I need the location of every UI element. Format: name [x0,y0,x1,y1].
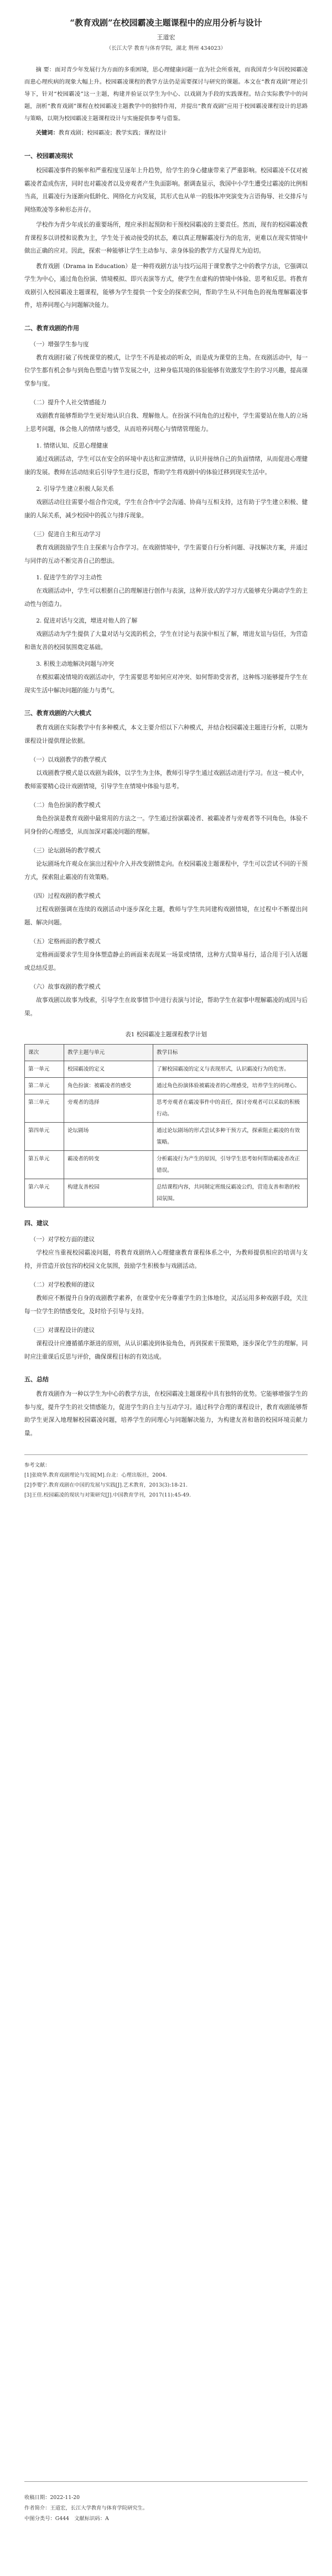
paragraph: 教育戏剧打破了传统课堂的模式，让学生不再是被动的听众，而是成为课堂的主角。在戏剧活动中，每一位学生都有机会参与到角色塑造与情节发展之中，这种身临其境的体验能够有效激发学生的学习兴趣，提高课堂参与度。 [24,354,308,387]
reference-item: [1]张晓华.教育戏剧理论与发展[M].台北：心理出版社，2004. [24,1472,167,1478]
references-label: 参考文献： [24,1462,50,1468]
paragraph: 在模拟霸凌情境的戏剧活动中，学生需要思考如何应对冲突、如何帮助受害者，这种练习能够提升学生在现实生活中解决问题的能力与勇气。 [24,674,308,694]
reference-item: [3]王佳.校园霸凌的现状与对策研究[J].中国教育学刊，2017(11):45-49. [24,1492,191,1498]
paragraph: 以戏剧教学模式是以戏剧为载体，以学生为主体，教师引导学生通过戏剧活动进行学习。在这一模式中，教师需要精心设计戏剧情境，引导学生在情境中体验与思考。 [24,770,308,790]
footnote-line: 中图分类号：G444 文献标识码：A [24,2516,109,2522]
paragraph: 教育戏剧（Drama in Education）是一种将戏剧方法与技巧运用于课堂教学之中的教学方法，它强调以学生为中心，通过角色扮演、情境模拟、即兴表演等方式，使学生在虚构的情境中体验、思考和反思。将教育戏剧引入校园霸凌主题课程，能够为学生提供一个安全的探索空间，帮助学生从不同角色的视角理解霸凌事件，培养同理心与问题解决能力。 [24,263,308,308]
table-cell: 第二单元 [25,1078,64,1094]
section-heading: 二、教育戏剧的作用 [24,324,79,332]
table-cell: 第一单元 [25,1061,64,1078]
table-header-cell: 课次 [25,1045,64,1061]
table-cell: 构建友善校园 [64,1179,153,1207]
table-row [25,1061,308,1078]
paragraph: 过程戏剧强调在连续的戏剧活动中逐步深化主题，教师与学生共同建构戏剧情境，在过程中不断提出问题、解决问题。 [24,906,308,926]
author-name: 王道宏 [157,34,175,41]
subsubsection-heading: 2. 引导学生建立积极人际关系 [36,486,114,492]
table-header-cell: 教学目标 [153,1045,308,1061]
table-cell: 分析霸凌行为产生的原因，引导学生思考如何帮助霸凌者改正错误。 [153,1151,308,1179]
table-cell: 了解校园霸凌的定义与表现形式，认识霸凌行为的危害。 [153,1061,308,1078]
subsection-heading: （六）故事戏剧的教学模式 [30,984,101,990]
reference-list [24,1470,308,1500]
body-sections-after-table [24,1218,308,1440]
keywords-line [24,127,308,139]
footnote-line: 收稿日期：2022-11-20 [24,2495,80,2501]
subsection-heading: （二）提升个人社交情感能力 [30,399,107,406]
paragraph: 课程设计应遵循循序渐进的原则，从认识霸凌到体验角色，再到探索干预策略，逐步深化学生的理解。同时应注重课后反思与评价，确保课程目标的有效达成。 [24,1340,308,1360]
table-cell: 论坛剧场 [64,1123,153,1151]
paragraph: 通过戏剧活动，学生可以在安全的环境中表达和宣泄情绪，认识并接纳自己的负面情绪，从而促进心理健康的发展。教师在活动结束后引导学生进行反思，帮助学生将戏剧中的体验迁移到现实生活中。 [24,456,308,476]
table-cell: 角色扮演：被霸凌者的感受 [64,1078,153,1094]
author-affiliation: （长江大学 教育与体育学院，湖北 荆州 434023） [106,45,226,52]
subsection-heading: （一）增强学生参与度 [30,341,89,348]
subsection-heading: （二）角色扮演的教学模式 [30,802,101,809]
paper-title: “教育戏剧”在校园霸凌主题课程中的应用分析与设计 [70,18,262,28]
table-cell: 第六单元 [25,1179,64,1207]
subsection-heading: （三）对课程设计的建议 [30,1327,95,1334]
table-row [25,1179,308,1207]
table-cell: 霸凌者的转变 [64,1151,153,1179]
paragraph: 教育戏剧鼓励学生自主探索与合作学习。在戏剧情境中，学生需要自行分析问题、寻找解决方案，并通过与同伴的互动不断完善自己的想法。 [24,544,308,564]
section-heading: 一、校园霸凌现状 [24,152,73,160]
footnote-divider [24,2481,308,2482]
paragraph: 学校应当重视校园霸凌问题，将教育戏剧纳入心理健康教育课程体系之中，为教师提供相应的培训与支持，并营造开放包容的校园文化氛围，鼓励学生积极参与戏剧活动。 [24,1250,308,1269]
subsection-heading: （一）以戏剧教学的教学模式 [30,757,107,763]
table-header-cell: 教学主题与单元 [64,1045,153,1061]
footnote-line: 作者简介：王道宏，长江大学教育与体育学院研究生。 [24,2505,148,2511]
keywords-label: 关键词： [35,130,59,136]
paragraph: 校园霸凌事件的频率和严重程度呈逐年上升趋势，给学生的身心健康带来了严重影响。校园霸凌不仅对被霸凌者造成伤害，同时也对霸凌者以及旁观者产生负面影响。据调查显示，我国中小学生遭受过霸凌的比例相当高，且霸凌行为逐渐向低龄化、网络化方向发展，其形式也从单一的肢体冲突演变为言语侮辱、社交排斥与网络欺凌等多种形态并存。 [24,167,308,213]
subsubsection-heading: 1. 情绪认知、反思心理健康 [36,443,108,449]
paragraph: 戏剧教育能够帮助学生更好地认识自我、理解他人。在扮演不同角色的过程中，学生需要站在他人的立场上思考问题，体会他人的情绪与感受，从而培养同理心与情绪管理能力。 [24,413,308,433]
table-row [25,1078,308,1094]
subsection-heading: （三）论坛剧场的教学模式 [30,847,101,854]
subsection-heading: （三）促进自主和互动学习 [30,531,101,538]
body-sections [24,151,308,1020]
table-cell: 思考旁观者在霸凌事件中的责任，探讨旁观者可以采取的积极行动。 [153,1094,308,1123]
paragraph: 定格画面要求学生用身体塑造静止的画面来表现某一场景或情绪，这种方式简单易行，适合用于引入话题或总结反思。 [24,952,308,971]
section-heading: 三、教育戏剧的六大模式 [24,709,91,717]
table-cell: 第五单元 [25,1151,64,1179]
paragraph: 戏剧活动往往需要小组合作完成，学生在合作中学会沟通、协商与互相支持，这有助于学生建立积极、健康的人际关系，减少校园中的孤立与排斥现象。 [24,499,308,519]
table-cell: 校园霸凌的定义 [64,1061,153,1078]
subsection-heading: （二）对学校教师的建议 [30,1282,95,1288]
paragraph: 角色扮演是教育戏剧中最常用的方法之一。学生通过扮演霸凌者、被霸凌者与旁观者等不同角色，体验不同身份的心理感受，从而加深对霸凌问题的理解。 [24,815,308,835]
subsection-heading: （一）对学校方面的建议 [30,1236,95,1243]
section-heading: 四、建议 [24,1220,49,1227]
table-cell: 总结课程内容，共同制定班级反霸凌公约，营造友善和谐的校园氛围。 [153,1179,308,1207]
paragraph: 教师应不断提升自身的戏剧教学素养，在课堂中充分尊重学生的主体地位，灵活运用多种戏剧手段，关注每一位学生的情感变化，及时给予引导与支持。 [24,1295,308,1315]
paragraph: 在戏剧活动中，学生可以根据自己的理解进行创作与表演，这种开放式的学习方式能够充分调动学生的主动性与创造力。 [24,588,308,608]
table-cell: 第三单元 [25,1094,64,1123]
reference-item: [2]李婴宁.教育戏剧在中国的发展与实践[J].艺术教育，2013(3):18-21. [24,1482,188,1488]
table-row [25,1094,308,1123]
abstract: 摘 要：面对青少年发展行为方面的多重困境，思心理健康问题一直为社会所重视，而我国青少年因校园霸凌而患心理疾病的现象大幅上升。校园霸凌课程的教学方法仍是需要探讨与研究的课题。本文在“教育戏剧”理论引导下，针对“校园霸凌”这一主题，构建并验证以学生为中心、以戏剧为手段的实践课程。结合实际教学中的问题，剖析“教育戏剧”课程在校园霸凌主题教学中的独特作用，并提出“教育戏剧”应用于校园霸凌课程设计的思路与策略，以期为校园霸凌主题课程设计与实施提供参考与借鉴。 [24,66,308,122]
paragraph: 教育戏剧作为一种以学生为中心的教学方法，在校园霸凌主题课程中具有独特的优势。它能够增强学生的参与度，提升学生的社交情感能力，促进学生的自主与互动学习。通过科学合理的课程设计，教育戏剧能够帮助学生更深入地理解校园霸凌问题，培养学生的同理心与问题解决能力，为构建友善和谐的校园环境贡献力量。 [24,1391,308,1437]
table-cell: 通过角色扮演体验被霸凌者的心理感受，培养学生的同理心。 [153,1078,308,1094]
paragraph: 戏剧活动为学生提供了大量对话与交流的机会，学生在讨论与表演中相互了解，增进友谊与信任，为营造和谐友善的校园氛围奠定基础。 [24,631,308,651]
table-cell: 旁观者的选择 [64,1094,153,1123]
paragraph: 故事戏剧以故事为线索，引导学生在故事情节中进行表演与讨论，帮助学生在叙事中理解霸凌的成因与后果。 [24,997,308,1017]
paragraph: 学校作为青少年成长的重要场所，理应承担起预防和干预校园霸凌的主要责任。然而，现有的校园霸凌教育课程多以讲授和说教为主，学生处于被动接受的状态，难以真正理解霸凌行为的危害，更难以在现实情境中做出正确的应对。因此，探索一种能够让学生主动参与、亲身体验的教学方式显得尤为迫切。 [24,222,308,254]
subsubsection-heading: 3. 积极主动地解决问题与冲突 [36,661,114,667]
table-body [25,1061,308,1207]
course-plan-table [24,1044,308,1207]
references [24,1461,308,1500]
table-cell: 第四单元 [25,1123,64,1151]
table-title: 表1 校园霸凌主题课程教学计划 [125,1031,207,1038]
table-cell: 通过论坛剧场的形式尝试多种干预方式，探索阻止霸凌的有效策略。 [153,1123,308,1151]
subsection-heading: （五）定格画面的教学模式 [30,938,101,945]
section-heading: 五、总结 [24,1376,49,1383]
table-row [25,1123,308,1151]
paragraph: 教育戏剧在实际教学中有多种模式，本文主要介绍以下六种模式，并结合校园霸凌主题进行分析，以期为课程设计提供理论依据。 [24,724,308,744]
table-row [25,1151,308,1179]
subsubsection-heading: 2. 促进对话与交流，增进对他人的了解 [36,618,138,624]
paragraph: 论坛剧场允许观众在演出过程中介入并改变剧情走向。在校园霸凌主题课程中，学生可以尝试不同的干预方式，探索阻止霸凌的有效策略。 [24,861,308,881]
references-divider [24,1454,308,1455]
table-header-row [25,1045,308,1061]
footnotes [24,2492,308,2524]
keywords-text: 教育戏剧；校园霸凌；教学实践；课程设计 [58,130,167,136]
subsubsection-heading: 1. 促进学生的学习主动性 [36,574,102,581]
subsection-heading: （四）过程戏剧的教学模式 [30,893,101,899]
